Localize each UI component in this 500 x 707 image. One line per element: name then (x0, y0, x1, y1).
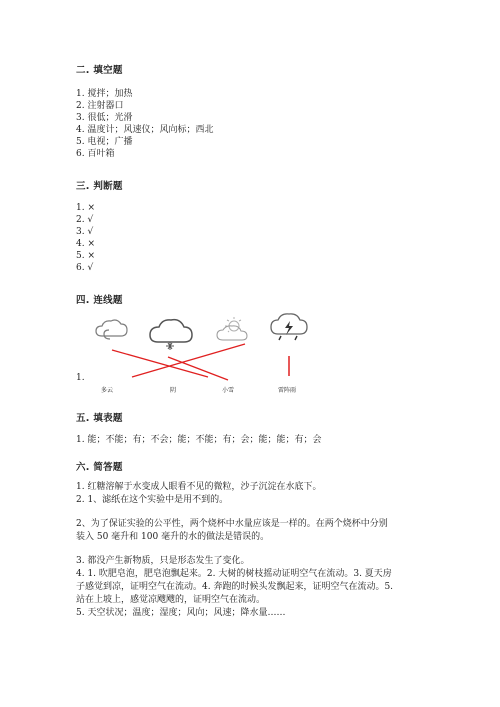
section-heading-fill-blank: 二. 填空题 (76, 65, 123, 76)
section-heading-table-fill: 五. 填表题 (76, 413, 123, 424)
answer-line: 2. 注射器口 (76, 101, 124, 111)
answer-line: 4. × (76, 239, 95, 249)
thunderstorm-icon (271, 314, 307, 340)
answer-line: 1. × (76, 203, 95, 213)
label-overcast: 阴 (170, 387, 177, 394)
answer-line: 6. 百叶箱 (76, 149, 115, 159)
answer-line: 装入 50 毫升和 100 毫升的水的做法是错误的。 (76, 532, 270, 542)
answer-line: 3. 都没产生新物质，只是形态发生了变化。 (76, 556, 250, 566)
answer-line: 2. √ (76, 215, 94, 225)
section-heading-short-answer: 六. 简答题 (76, 462, 123, 473)
answer-line: 5. 天空状况；温度；湿度；风向；风速；降水量…… (76, 608, 286, 618)
answer-line: 1. 搅拌；加热 (76, 89, 133, 99)
question-number: 1. (76, 373, 85, 383)
label-cloudy: 多云 (101, 387, 114, 394)
answer-line: 3. 很低；光滑 (76, 113, 133, 123)
section-heading-true-false: 三. 判断题 (76, 181, 123, 192)
label-light-snow: 小雪 (222, 387, 235, 394)
answer-line: 4. 温度计；风速仪；风向标；西北 (76, 125, 214, 135)
section-heading-matching: 四. 连线题 (76, 295, 123, 306)
answer-line: 2、为了保证实验的公平性，两个烧杯中水量应该是一样的。在两个烧杯中分别 (76, 519, 388, 529)
answer-line: 3. √ (76, 227, 94, 237)
answer-line: 4. 1. 吹肥皂泡，肥皂泡飘起来。2. 大树的树枝摇动证明空气在流动。3. 夏天房 (76, 569, 392, 579)
answer-line: 子感觉到凉，证明空气在流动。4. 奔跑的时候头发飘起来，证明空气在流动。5. (76, 582, 394, 592)
snow-cloud-icon (150, 320, 192, 350)
answer-line: 2. 1、滤纸在这个实验中是用不到的。 (76, 495, 229, 505)
label-thunderstorm: 雷阵雨 (278, 387, 297, 394)
answer-line: 1. 能；不能；有；不会；能；不能；有；会；能；能；有；会 (76, 435, 322, 445)
answer-line: 站在上坡上，感觉凉飕飕的，证明空气在流动。 (76, 595, 266, 605)
answer-line: 1. 红糖溶解于水变成人眼看不见的微粒，沙子沉淀在水底下。 (76, 482, 322, 492)
cloudy-icon (96, 320, 127, 339)
match-line-cloudy (112, 350, 208, 377)
answer-line: 5. 电视；广播 (76, 137, 133, 147)
answer-line: 5. × (76, 251, 95, 261)
partly-sunny-icon (217, 317, 247, 340)
answer-line: 6. √ (76, 263, 94, 273)
weather-matching-diagram (90, 312, 330, 397)
